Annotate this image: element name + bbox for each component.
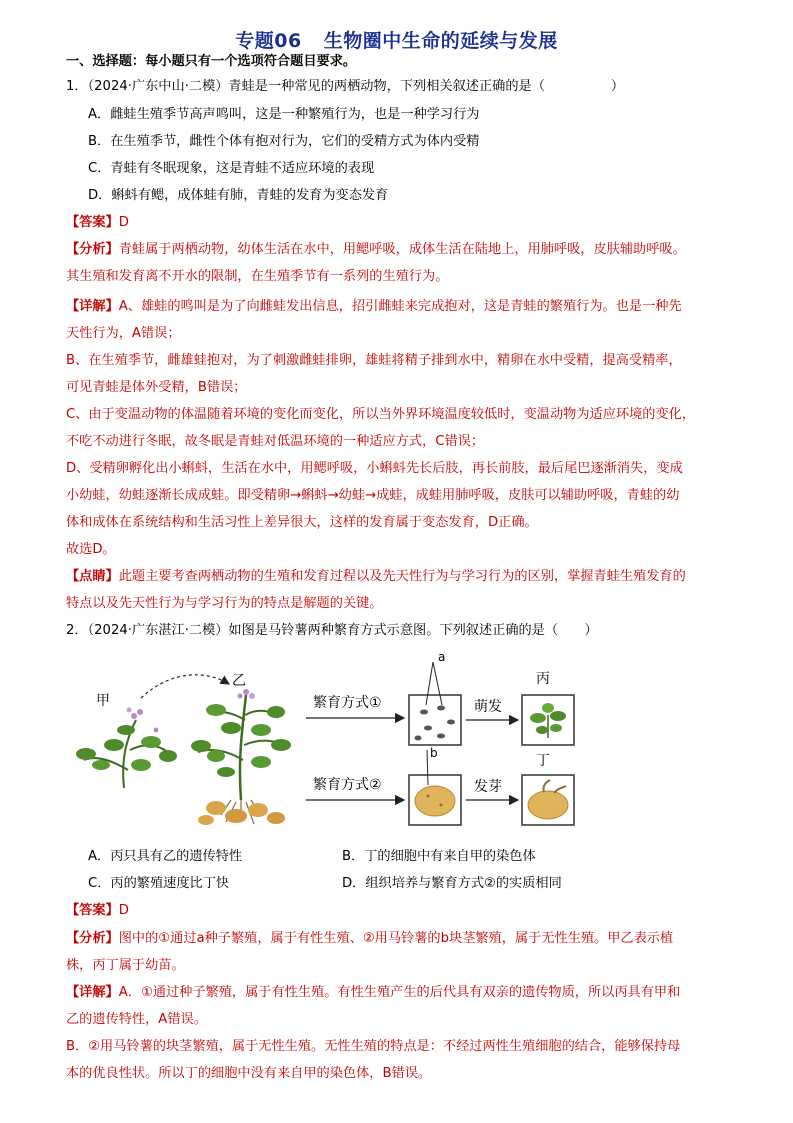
section-heading: 一、选择题：每小题只有一个选项符合题目要求。 bbox=[66, 54, 357, 69]
q1-detail-line7: D、受精卵孵化出小蝌蚪，生活在水中，用鳃呼吸，小蝌蚪先长后肢，再长前肢，最后尾巴逐渐消失，变成 bbox=[66, 461, 683, 476]
q2-stem: 2．（2024·广东湛江·二模）如图是马铃薯两种繁育方式示意图。下列叙述正确的是（ ） bbox=[66, 623, 598, 638]
q1-comment-line2: 特点以及先天性行为与学习行为的特点是解题的关键。 bbox=[66, 596, 383, 611]
q2-option-b: B．丁的细胞中有来自甲的染色体 bbox=[342, 849, 536, 864]
q1-option-a: A．雌蛙生殖季节高声鸣叫，这是一种繁殖行为，也是一种学习行为 bbox=[88, 107, 480, 122]
q2-answer bbox=[66, 902, 746, 920]
q2-detail-line3: B．②用马铃薯的块茎繁殖，属于无性生殖。无性生殖的特点是：不经过两性生殖细胞的结合，能够保持母 bbox=[66, 1039, 681, 1054]
label-method-1: 繁育方式① bbox=[313, 695, 382, 711]
q2-detail bbox=[66, 984, 746, 1002]
q1-detail-line9: 体和成体在系统结构和生活习性上差异很大，这样的发育属于变态发育，D正确。 bbox=[66, 515, 538, 530]
label-method-2: 繁育方式② bbox=[313, 777, 382, 793]
analysis-text: 青蛙属于两栖动物，幼体生活在水中，用鳃呼吸，成体生活在陆地上，用肺呼吸，皮肤辅助呼吸。 bbox=[118, 242, 686, 257]
answer-value: D bbox=[118, 903, 129, 918]
q1-detail-line6: 不吃不动进行冬眠，故冬眠是青蛙对低温环境的一种适应方式，C错误； bbox=[66, 434, 485, 449]
plant-yi-illustration bbox=[191, 689, 291, 825]
q1-detail-line2: 天性行为，A错误； bbox=[66, 326, 181, 341]
q1-conclusion: 故选D。 bbox=[66, 542, 116, 557]
q2-option-c: C．丙的繁殖速度比丁快 bbox=[88, 876, 230, 891]
q1-detail bbox=[66, 298, 746, 316]
label-a: a bbox=[438, 650, 446, 664]
label-bing: 丙 bbox=[536, 671, 550, 687]
q1-detail-line4: 可见青蛙是体外受精，B错误； bbox=[66, 380, 247, 395]
q1-option-b: B．在生殖季节，雌性个体有抱对行为，它们的受精方式为体内受精 bbox=[88, 134, 480, 149]
q1-analysis-line2: 其生殖和发育离不开水的限制，在生殖季节有一系列的生殖行为。 bbox=[66, 269, 449, 284]
page-title bbox=[0, 26, 793, 53]
answer-label: 【答案】 bbox=[66, 903, 119, 918]
q2-analysis-line2: 株，丙丁属于幼苗。 bbox=[66, 958, 185, 973]
label-b: b bbox=[430, 746, 438, 760]
analysis-label: 【分析】 bbox=[66, 242, 119, 257]
analysis-label: 【分析】 bbox=[66, 931, 119, 946]
diagram-svg bbox=[66, 650, 606, 830]
q1-detail-line3: B、在生殖季节，雌雄蛙抱对，为了刺激雌蛙排卵，雄蛙将精子排到水中，精卵在水中受精，提高受精率， bbox=[66, 353, 682, 368]
q1-comment bbox=[66, 568, 746, 586]
q2-detail-line2: 乙的遗传特性，A错误。 bbox=[66, 1012, 207, 1027]
q1-detail-line5: C、由于变温动物的体温随着环境的变化而变化，所以当外界环境温度较低时，变温动物为适应环境的变化， bbox=[66, 407, 696, 422]
q2-analysis bbox=[66, 930, 746, 948]
answer-label: 【答案】 bbox=[66, 215, 119, 230]
q1-option-c: C．青蛙有冬眠现象，这是青蛙不适应环境的表现 bbox=[88, 161, 375, 176]
comment-text: 此题主要考查两栖动物的生殖和发育过程以及先天性行为与学习行为的区别，掌握青蛙生殖发育的 bbox=[118, 569, 686, 584]
q2-option-d: D．组织培养与繁育方式②的实质相同 bbox=[342, 876, 562, 891]
detail-text: A、雄蛙的鸣叫是为了向雌蛙发出信息，招引雌蛙来完成抱对，这是青蛙的繁殖行为。也是一种先 bbox=[118, 299, 682, 314]
q1-option-d: D．蝌蚪有鳃，成体蛙有肺，青蛙的发育为变态发育 bbox=[88, 188, 389, 203]
detail-label: 【详解】 bbox=[66, 985, 119, 1000]
detail-label: 【详解】 bbox=[66, 299, 119, 314]
q1-stem: 1．（2024·广东中山·二模）青蛙是一种常见的两栖动物，下列相关叙述正确的是（ ） bbox=[66, 79, 625, 94]
answer-value: D bbox=[118, 215, 129, 230]
q2-detail-line4: 本的优良性状。所以丁的细胞中没有来自甲的染色体，B错误。 bbox=[66, 1066, 432, 1081]
q1-analysis bbox=[66, 241, 746, 259]
label-yi: 乙 bbox=[232, 673, 246, 689]
label-sprout: 萌发 bbox=[474, 699, 502, 715]
potato-reproduction-diagram bbox=[66, 650, 606, 830]
q1-detail-line8: 小幼蛙，幼蛙逐渐长成成蛙。即受精卵→蝌蚪→幼蛙→成蛙，成蛙用肺呼吸，皮肤可以辅助呼吸，青蛙的幼 bbox=[66, 488, 680, 503]
title-topic: 生物圈中生命的延续与发展 bbox=[323, 30, 558, 52]
analysis-text: 图中的①通过a种子繁殖，属于有性生殖、②用马铃薯的b块茎繁殖，属于无性生殖。甲乙表示植 bbox=[118, 931, 674, 946]
q1-answer bbox=[66, 214, 746, 232]
q2-option-a: A．丙只具有乙的遗传特性 bbox=[88, 849, 243, 864]
label-germinate: 发芽 bbox=[474, 779, 502, 795]
label-ding: 丁 bbox=[536, 753, 550, 769]
label-jia: 甲 bbox=[96, 693, 110, 709]
title-number: 专题06 bbox=[235, 30, 302, 52]
plant-jia-illustration bbox=[76, 708, 177, 789]
comment-label: 【点睛】 bbox=[66, 569, 119, 584]
detail-text: A．①通过种子繁殖，属于有性生殖。有性生殖产生的后代具有双亲的遗传物质，所以丙具有甲和 bbox=[118, 985, 681, 1000]
